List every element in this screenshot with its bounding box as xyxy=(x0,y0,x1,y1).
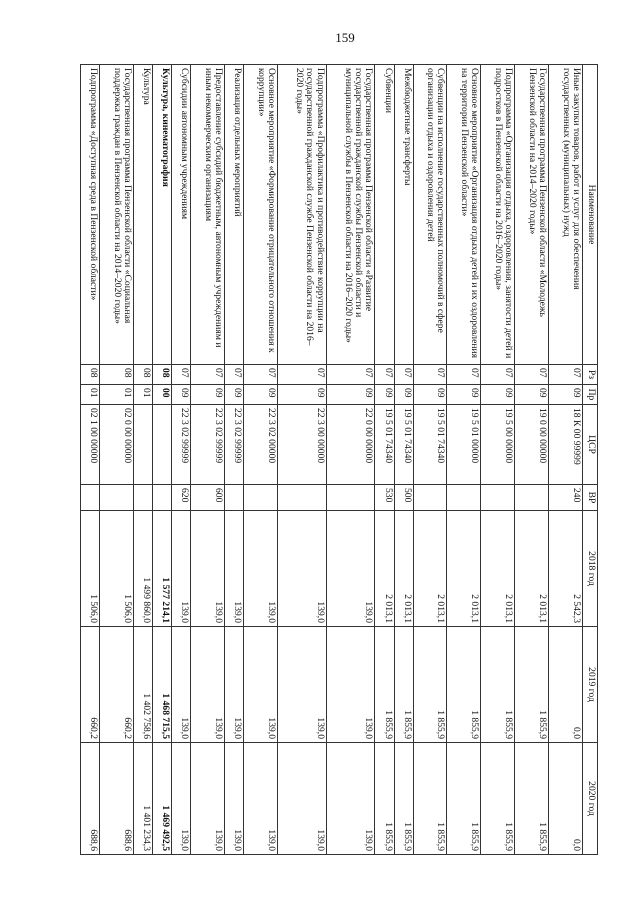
row-2018: 2 013,1 xyxy=(481,511,515,627)
row-pr: 09 xyxy=(394,385,413,405)
row-2019: 139,0 xyxy=(326,627,375,743)
row-2020: 688,6 xyxy=(81,743,100,855)
row-rz: 08 xyxy=(134,365,153,385)
row-vr xyxy=(134,485,153,511)
row-2020: 139,0 xyxy=(326,743,375,855)
row-pr: 09 xyxy=(172,385,191,405)
row-rz: 07 xyxy=(326,365,375,385)
row-pr: 09 xyxy=(515,385,549,405)
row-csr: 19 5 01 00000 xyxy=(447,405,481,485)
row-2018: 2 013,1 xyxy=(394,511,413,627)
row-name: Предоставление субсидий бюджетным, автономным учреждениям и иным некоммерческим организациям xyxy=(191,65,225,365)
row-pr: 09 xyxy=(413,385,447,405)
table-row xyxy=(134,65,153,855)
header-pr: Пр xyxy=(583,385,598,405)
row-csr xyxy=(134,405,153,485)
row-2019: 139,0 xyxy=(278,627,327,743)
row-rz: 07 xyxy=(191,365,225,385)
row-rz: 07 xyxy=(515,365,549,385)
row-2019: 660,2 xyxy=(100,627,134,743)
row-pr: 09 xyxy=(225,385,244,405)
row-name: Межбюджетные трансферты xyxy=(394,65,413,365)
row-csr: 19 5 01 74340 xyxy=(413,405,447,485)
row-name: Подпрограмма «Профилактика и противодействие коррупции на государственной гражданской службе Пензенской области на 2016–2020 годы» xyxy=(278,65,327,365)
row-2020: 1 401 234,3 xyxy=(134,743,153,855)
row-2018: 1 506,0 xyxy=(81,511,100,627)
row-2019: 660,2 xyxy=(81,627,100,743)
row-2020: 139,0 xyxy=(278,743,327,855)
row-2018: 2 013,1 xyxy=(447,511,481,627)
row-2020: 0,0 xyxy=(549,743,583,855)
row-csr: 18 К 00 99999 xyxy=(549,405,583,485)
row-csr: 22 3 00 00000 xyxy=(278,405,327,485)
row-2018: 1 577 214,1 xyxy=(153,511,172,627)
row-vr xyxy=(244,485,278,511)
row-rz: 08 xyxy=(100,365,134,385)
row-rz: 07 xyxy=(244,365,278,385)
table-row xyxy=(326,65,375,855)
row-rz: 07 xyxy=(481,365,515,385)
row-name: Иные закупки товаров, работ и услуг для обеспечения государственных (муниципальных) нужд xyxy=(549,65,583,365)
row-csr: 22 3 02 99999 xyxy=(191,405,225,485)
row-pr: 01 xyxy=(81,385,100,405)
row-csr: 19 5 01 74340 xyxy=(394,405,413,485)
table-row xyxy=(278,65,327,855)
row-2018: 139,0 xyxy=(172,511,191,627)
row-vr: 600 xyxy=(191,485,225,511)
row-rz: 07 xyxy=(225,365,244,385)
row-pr: 09 xyxy=(191,385,225,405)
table-row xyxy=(515,65,549,855)
row-pr: 09 xyxy=(375,385,394,405)
row-vr xyxy=(447,485,481,511)
row-name: Государственная программа Пензенской области «Молодежь Пензенской области на 2014–2020 годы» xyxy=(515,65,549,365)
row-name: Субвенции xyxy=(375,65,394,365)
row-pr: 01 xyxy=(134,385,153,405)
row-csr: 22 3 02 99999 xyxy=(225,405,244,485)
table-row xyxy=(549,65,583,855)
row-2020: 688,6 xyxy=(100,743,134,855)
row-2019: 1 855,9 xyxy=(413,627,447,743)
row-csr: 19 5 00 00000 xyxy=(481,405,515,485)
row-vr xyxy=(481,485,515,511)
row-rz: 07 xyxy=(394,365,413,385)
row-pr: 09 xyxy=(278,385,327,405)
row-2020: 1 855,9 xyxy=(413,743,447,855)
table-header-row xyxy=(583,65,598,855)
row-name: Реализация отдельных мероприятий xyxy=(225,65,244,365)
table-row xyxy=(191,65,225,855)
row-2018: 2 013,1 xyxy=(515,511,549,627)
row-2019: 1 855,9 xyxy=(375,627,394,743)
row-vr xyxy=(278,485,327,511)
row-rz: 08 xyxy=(81,365,100,385)
header-2019: 2019 год xyxy=(583,627,598,743)
row-csr xyxy=(153,405,172,485)
row-2020: 139,0 xyxy=(191,743,225,855)
table-row xyxy=(81,65,100,855)
table-row xyxy=(394,65,413,855)
row-vr: 500 xyxy=(394,485,413,511)
row-vr xyxy=(225,485,244,511)
row-csr: 22 3 02 99999 xyxy=(172,405,191,485)
row-2019: 1 855,9 xyxy=(394,627,413,743)
table-row xyxy=(481,65,515,855)
row-vr: 240 xyxy=(549,485,583,511)
row-2019: 0,0 xyxy=(549,627,583,743)
row-2020: 1 855,9 xyxy=(515,743,549,855)
table-row xyxy=(413,65,447,855)
row-2018: 139,0 xyxy=(326,511,375,627)
row-2018: 1 499 860,0 xyxy=(134,511,153,627)
row-rz: 07 xyxy=(278,365,327,385)
row-2020: 1 855,9 xyxy=(447,743,481,855)
budget-table xyxy=(80,64,598,855)
table-row xyxy=(447,65,481,855)
row-vr xyxy=(413,485,447,511)
row-pr: 01 xyxy=(100,385,134,405)
row-csr: 02 0 00 00000 xyxy=(100,405,134,485)
table-row xyxy=(375,65,394,855)
row-2019: 139,0 xyxy=(172,627,191,743)
row-2020: 1 855,9 xyxy=(375,743,394,855)
row-csr: 02 1 00 00000 xyxy=(81,405,100,485)
header-2018: 2018 год xyxy=(583,511,598,627)
row-name: Основное мероприятие «Формирование отрицательного отношения к коррупции» xyxy=(244,65,278,365)
row-name: Подпрограмма «Организация отдыха, оздоровления, занятости детей и подростков в Пензенской области на 2016–2020 годы» xyxy=(481,65,515,365)
row-pr: 00 xyxy=(153,385,172,405)
row-rz: 07 xyxy=(549,365,583,385)
row-vr xyxy=(153,485,172,511)
row-rz: 07 xyxy=(172,365,191,385)
row-csr: 19 0 00 00000 xyxy=(515,405,549,485)
row-2018: 2 542,3 xyxy=(549,511,583,627)
header-name: Наименование xyxy=(583,65,598,365)
row-2018: 139,0 xyxy=(278,511,327,627)
row-name: Основное мероприятие «Организация отдыха детей и их оздоровления на территории Пензенской области» xyxy=(447,65,481,365)
table-row xyxy=(100,65,134,855)
row-vr xyxy=(100,485,134,511)
row-pr: 09 xyxy=(549,385,583,405)
table-row xyxy=(172,65,191,855)
row-2020: 139,0 xyxy=(172,743,191,855)
row-pr: 09 xyxy=(326,385,375,405)
row-rz: 07 xyxy=(375,365,394,385)
row-name: Культура, кинематография xyxy=(153,65,172,365)
row-csr: 19 5 01 74340 xyxy=(375,405,394,485)
row-vr: 620 xyxy=(172,485,191,511)
row-2018: 1 506,0 xyxy=(100,511,134,627)
row-2020: 1 469 492,5 xyxy=(153,743,172,855)
row-2020: 1 855,9 xyxy=(481,743,515,855)
row-2018: 139,0 xyxy=(225,511,244,627)
row-vr: 530 xyxy=(375,485,394,511)
row-pr: 09 xyxy=(447,385,481,405)
row-vr xyxy=(326,485,375,511)
row-2020: 1 855,9 xyxy=(394,743,413,855)
row-2020: 139,0 xyxy=(244,743,278,855)
header-vr: ВР xyxy=(583,485,598,511)
row-name: Субсидии автономным учреждениям xyxy=(172,65,191,365)
header-2020: 2020 год xyxy=(583,743,598,855)
table-row xyxy=(153,65,172,855)
row-2018: 139,0 xyxy=(244,511,278,627)
row-2018: 2 013,1 xyxy=(413,511,447,627)
row-2018: 139,0 xyxy=(191,511,225,627)
header-csr: ЦСР xyxy=(583,405,598,485)
row-vr xyxy=(81,485,100,511)
table-row xyxy=(225,65,244,855)
table-body xyxy=(81,65,583,855)
row-rz: 07 xyxy=(413,365,447,385)
rotated-table-container xyxy=(80,64,598,854)
row-2020: 139,0 xyxy=(225,743,244,855)
row-rz: 07 xyxy=(447,365,481,385)
row-pr: 09 xyxy=(244,385,278,405)
row-2019: 139,0 xyxy=(225,627,244,743)
row-2019: 139,0 xyxy=(244,627,278,743)
row-2019: 1 855,9 xyxy=(515,627,549,743)
row-csr: 22 0 00 00000 xyxy=(326,405,375,485)
row-name: Государственная программа Пензенской области «Социальная поддержка граждан в Пензенской области на 2014–2020 годы» xyxy=(100,65,134,365)
row-2019: 1 402 758,6 xyxy=(134,627,153,743)
row-2019: 1 855,9 xyxy=(481,627,515,743)
row-vr xyxy=(515,485,549,511)
row-2019: 1 855,9 xyxy=(447,627,481,743)
row-rz: 08 xyxy=(153,365,172,385)
header-rz: Рз xyxy=(583,365,598,385)
row-csr: 22 3 02 00000 xyxy=(244,405,278,485)
row-2019: 139,0 xyxy=(191,627,225,743)
row-name: Подпрограмма «Доступная среда в Пензенской области» xyxy=(81,65,100,365)
row-pr: 09 xyxy=(481,385,515,405)
row-2019: 1 468 715,5 xyxy=(153,627,172,743)
page-number: 159 xyxy=(335,30,355,45)
row-name: Государственная программа Пензенской области «Развитие государственной гражданской службы Пензенской области и муниципальной службы в Пензенской области на 2016–2020 годы» xyxy=(326,65,375,365)
row-2018: 2 013,1 xyxy=(375,511,394,627)
table-row xyxy=(244,65,278,855)
row-name: Субвенции на исполнение государственных полномочий в сфере организации отдыха и оздоровления детей xyxy=(413,65,447,365)
row-name: Культура xyxy=(134,65,153,365)
